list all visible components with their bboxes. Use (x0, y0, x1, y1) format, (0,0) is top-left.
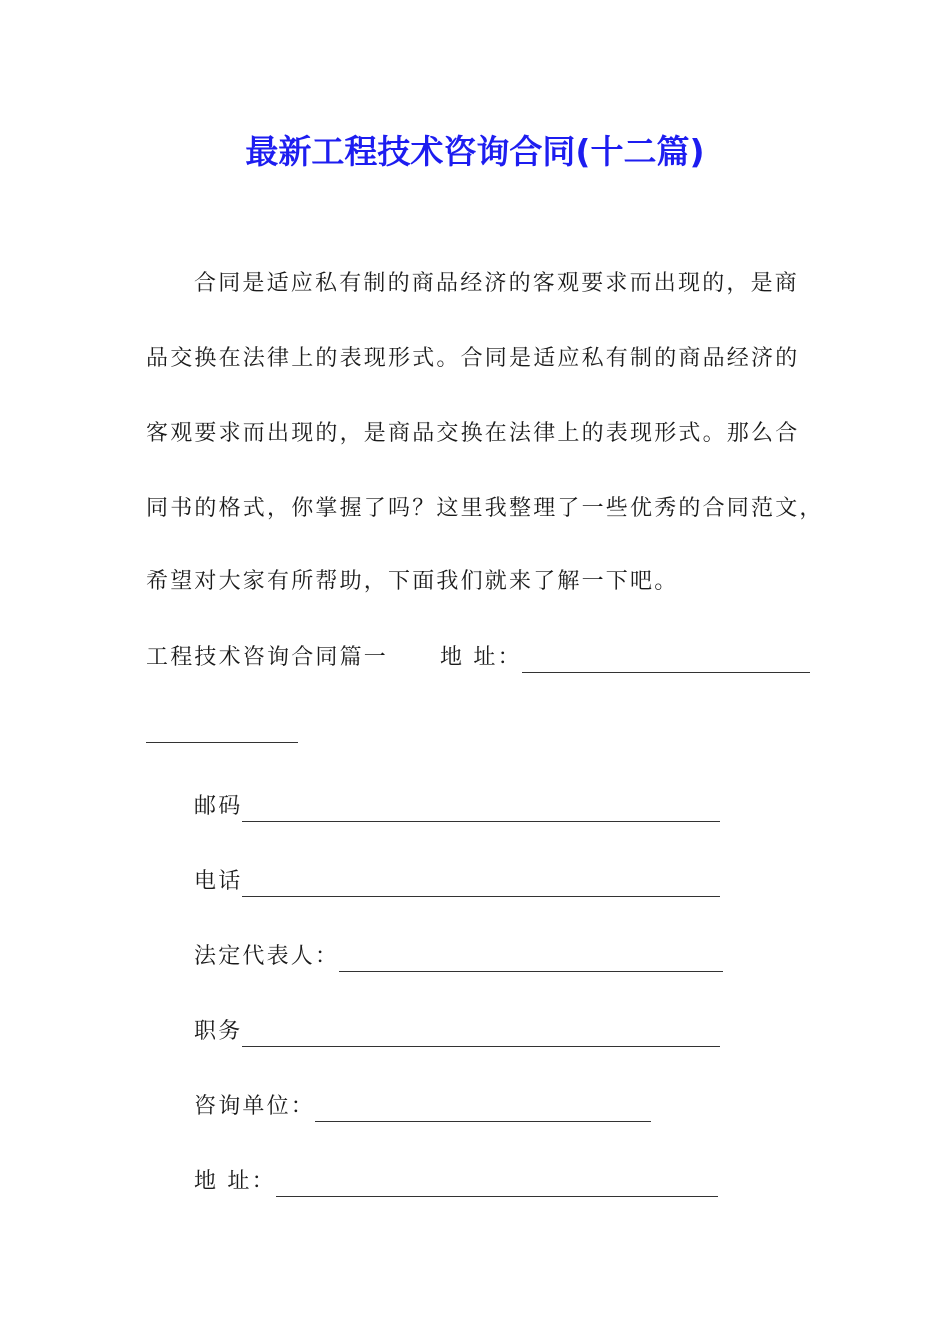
section-heading: 工程技术咨询合同篇一 (146, 645, 389, 670)
intro-line-5: 希望对大家有所帮助，下面我们就来了解一下吧。 (146, 569, 679, 594)
legal-rep-label: 法定代表人： (194, 944, 340, 969)
phone-label: 电话 (194, 869, 243, 894)
document-title: 最新工程技术咨询合同(十二篇) (245, 132, 705, 171)
postcode-blank[interactable] (242, 797, 720, 822)
phone-row (194, 867, 720, 897)
address-field-blank[interactable] (276, 1172, 718, 1197)
consulting-unit-row (194, 1092, 651, 1122)
intro-line-4: 同书的格式，你掌握了吗？这里我整理了一些优秀的合同范文， (146, 496, 824, 521)
intro-line-3: 客观要求而出现的，是商品交换在法律上的表现形式。那么合 (146, 421, 800, 446)
intro-line-2: 品交换在法律上的表现形式。合同是适应私有制的商品经济的 (146, 346, 800, 371)
phone-blank[interactable] (242, 872, 720, 897)
legal-rep-row (194, 942, 723, 972)
position-row (194, 1017, 720, 1047)
consulting-unit-blank[interactable] (315, 1097, 651, 1122)
address-label: 地 址： (440, 645, 522, 670)
position-label: 职务 (194, 1019, 243, 1044)
postcode-label: 邮码 (194, 794, 243, 819)
intro-line-1: 合同是适应私有制的商品经济的客观要求而出现的，是商 (194, 271, 800, 296)
consulting-unit-label: 咨询单位： (194, 1094, 316, 1119)
position-blank[interactable] (242, 1022, 720, 1047)
address-blank[interactable] (522, 648, 810, 673)
address-field-label: 地 址： (194, 1169, 276, 1194)
postcode-row (194, 792, 720, 822)
address-row (194, 1167, 718, 1197)
legal-rep-blank[interactable] (339, 947, 723, 972)
section-heading-row (146, 643, 810, 673)
address-blank-continued[interactable] (146, 718, 298, 743)
